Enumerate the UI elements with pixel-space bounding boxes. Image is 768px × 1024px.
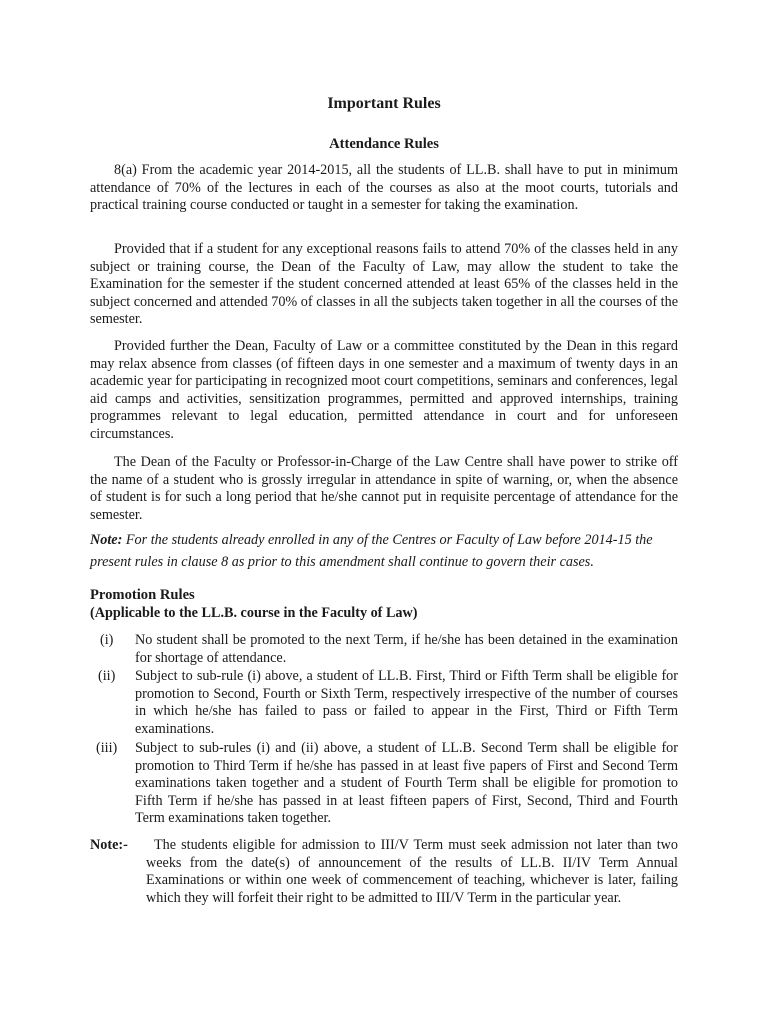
promotion-note [90,837,678,907]
promotion-rule [90,668,678,738]
attendance-paragraph: The Dean of the Faculty or Professor-in-Charge of the Law Centre shall have power to strike off the name of a student who is grossly irregular in attendance in spite of warning, or, when the absence of student is for such a long period that he/she cannot put in requisite percentage of attendance for the semester. [90,454,678,523]
page-title: Important Rules [327,95,441,112]
note-label: Note: [90,532,123,548]
rule-number: (i) [100,632,114,648]
promotion-rules-heading: Promotion Rules [90,587,195,603]
rule-number: (iii) [96,740,118,756]
promotion-rule [90,740,678,828]
rule-text: Subject to sub-rule (i) above, a student of LL.B. First, Third or Fifth Term shall be eligible for promotion to Second, Fourth or Sixth Term, respectively irrespective of the number of courses in which he/she has failed to pass or failed to appear in the First, Third or Fifth Term examinations. [135,668,678,737]
note-text: The students eligible for admission to III/V Term must seek admission not later than two weeks from the date(s) of announcement of the results of LL.B. II/IV Term Annual Examinations or within one week of commencement of teaching, whichever is later, failing which they will forfeit their right to be admitted to III/V Term in the particular year. [146,837,678,906]
attendance-rules-heading: Attendance Rules [329,136,439,152]
attendance-paragraph: 8(a) From the academic year 2014-2015, all the students of LL.B. shall have to put in minimum attendance of 70% of the lectures in each of the courses as also at the moot courts, tutorials and practical training course conducted or taught in a semester for taking the examination. [90,162,678,214]
promotion-rules-subheading: (Applicable to the LL.B. course in the Faculty of Law) [90,605,418,621]
note-text: For the students already enrolled in any of the Centres or Faculty of Law before 2014-15 the present rules in clause 8 as prior to this amendment shall continue to govern their cases. [90,532,653,570]
promotion-rule [90,632,678,667]
attendance-paragraph: Provided further the Dean, Faculty of Law or a committee constituted by the Dean in this regard may relax absence from classes (of fifteen days in one semester and a maximum of twenty days in an academic year for participating in recognized moot court competitions, seminars and conferences, legal aid camps and activities, sensitization programmes, permitted and approved internships, training programmes relevant to legal education, permitted attendance in court and for unforeseen circumstances. [90,338,678,442]
attendance-paragraph: Provided that if a student for any exceptional reasons fails to attend 70% of the classes held in any subject or training course, the Dean of the Faculty of Law, may allow the student to take the Examination for the semester if the student concerned attended at least 65% of the classes held in the subject concerned and attended 70% of classes in all the subjects taken together in all the courses of the semester. [90,241,678,328]
rule-text: Subject to sub-rules (i) and (ii) above, a student of LL.B. Second Term shall be eligible for promotion to Third Term if he/she has passed in at least five papers of First and Second Term examinations taken together and a student of Fourth Term shall be eligible for promotion to Fifth Term if he/she has passed in at least fifteen papers of First, Second, Third and Fourth Term examinations taken together. [135,740,678,827]
rule-number: (ii) [98,668,116,684]
note-label: Note:- [90,837,128,853]
attendance-note [90,529,678,573]
rule-text: No student shall be promoted to the next Term, if he/she has been detained in the examination for shortage of attendance. [135,632,678,666]
